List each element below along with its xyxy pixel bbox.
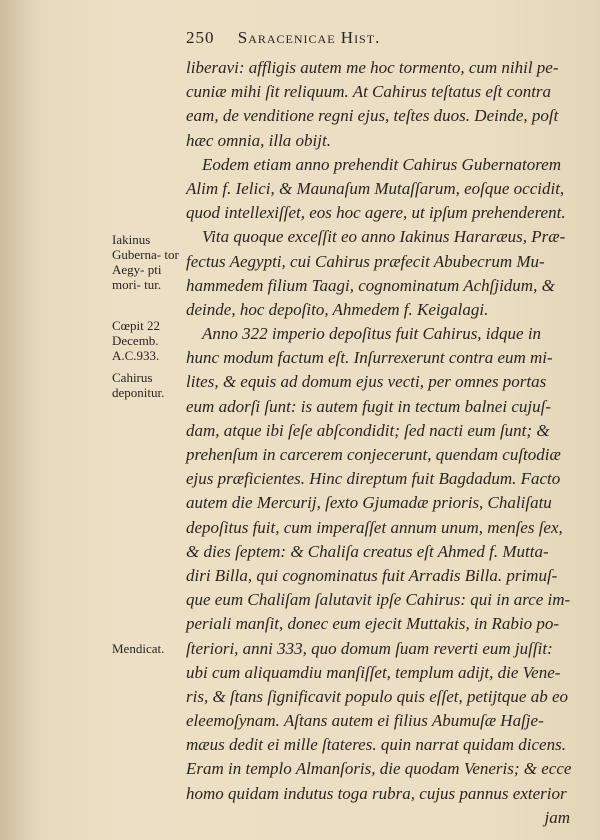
page-number: 250	[186, 28, 215, 47]
running-header	[186, 28, 546, 50]
text-line: periali manſit, donec eum ejecit Muttakis, in Rabio po-	[186, 614, 559, 634]
text-line: hæc omnia, illa obijt.	[186, 130, 331, 150]
text-line: eum adorſi ſunt: is autem fugit in tectum balnei cujuſ-	[186, 396, 551, 416]
text-line: autem die Mercurij, ſexto Gjumadæ prioris, Chaliſatu	[186, 493, 552, 513]
text-line: diri Billa, qui cognominatus fuit Arradis Billa. primuſ-	[186, 565, 558, 585]
text-line: cuniæ mihi ſit reliquum. At Cahirus teſtatus eſt contra	[186, 82, 552, 102]
text-line: depoſitus fuit, cum imperaſſet annum unum, menſes ſex,	[186, 517, 563, 537]
margin-note-cahirus: Cahirus deponitur.	[112, 370, 165, 400]
body-text	[186, 56, 586, 830]
text-line: Vita quoque exceſſit eo anno Iakinus Hararæus, Præ-	[202, 227, 566, 247]
margin-note-mendicat: Mendicat.	[112, 641, 165, 656]
text-line: Eram in templo Almanſoris, die quodam Veneris; & ecce	[186, 759, 572, 779]
text-line: hammedem filium Taagi, cognominatum Achſjidum, &	[186, 275, 555, 295]
text-line: prehenſum in carcerem conjecerunt, quendam cuſtodiæ	[186, 445, 561, 464]
margin-note-iakinus: Iakinus Guberna- tor Aegy- pti mori- tur.	[112, 232, 179, 292]
text-line: liberavi: affligis autem me hoc tormento, cum nihil pe-	[186, 58, 559, 77]
text-line: dam, atque ibi ſeſe abſcondidit; ſed nacti eum ſunt; &	[186, 420, 550, 440]
text-line: ris, & ſtans ſignificavit populo quis eſſet, petijtque ab eo	[186, 686, 568, 706]
text-line: mæus dedit ei mille ſtateres. quin narrat quidam dicens.	[186, 735, 566, 755]
text-line: Eodem etiam anno prehendit Cahirus Gubernatorem	[202, 154, 562, 174]
text-line: que eum Chaliſam ſalutavit ipſe Cahirus: qui in arce im-	[186, 590, 571, 610]
text-line: eam, de venditione regni ejus, teſtes duos. Deinde, poſt	[186, 106, 559, 126]
text-line: ubi cum aliquamdiu manſiſſet, templum adijt, die Vene-	[186, 662, 561, 682]
text-line: Alim f. Ielici, & Maunaſum Mutaſſarum, eoſque occidit,	[186, 178, 565, 198]
text-line: & dies ſeptem: & Chaliſa creatus eſt Ahmed f. Mutta-	[186, 541, 549, 561]
text-line: homo quidam indutus toga rubra, cujus pannus exterior	[186, 783, 567, 803]
text-line: ſteriori, anni 333, quo domum ſuam reverti eum juſſit:	[186, 638, 553, 658]
text-line: fectus Aegypti, cui Cahirus præfecit Abubecrum Mu-	[186, 251, 545, 271]
text-line: deinde, hoc depoſito, Ahmedem f. Keigalagi.	[186, 299, 489, 319]
catchword: jam	[544, 807, 570, 827]
text-line: lites, & equis ad domum ejus vecti, per omnes portas	[186, 372, 547, 392]
text-line: hunc modum factum eſt. Inſurrexerunt contra eum mi-	[186, 348, 553, 368]
text-line: Anno 322 imperio depoſitus fuit Cahirus, idque in	[202, 324, 542, 344]
text-line: quod intellexiſſet, eos hoc agere, ut ipſum prehenderent.	[186, 203, 566, 223]
running-title: Saracenicae Hist.	[237, 28, 381, 47]
margin-note-date: Cœpit 22 Decemb. A.C.933.	[112, 318, 161, 363]
text-line: ejus præficientes. Hinc direptum fuit Bagdadum. Facto	[186, 469, 561, 489]
text-line: eleemoſynam. Aſtans autem ei filius Abumuſæ Haſje-	[186, 711, 544, 731]
